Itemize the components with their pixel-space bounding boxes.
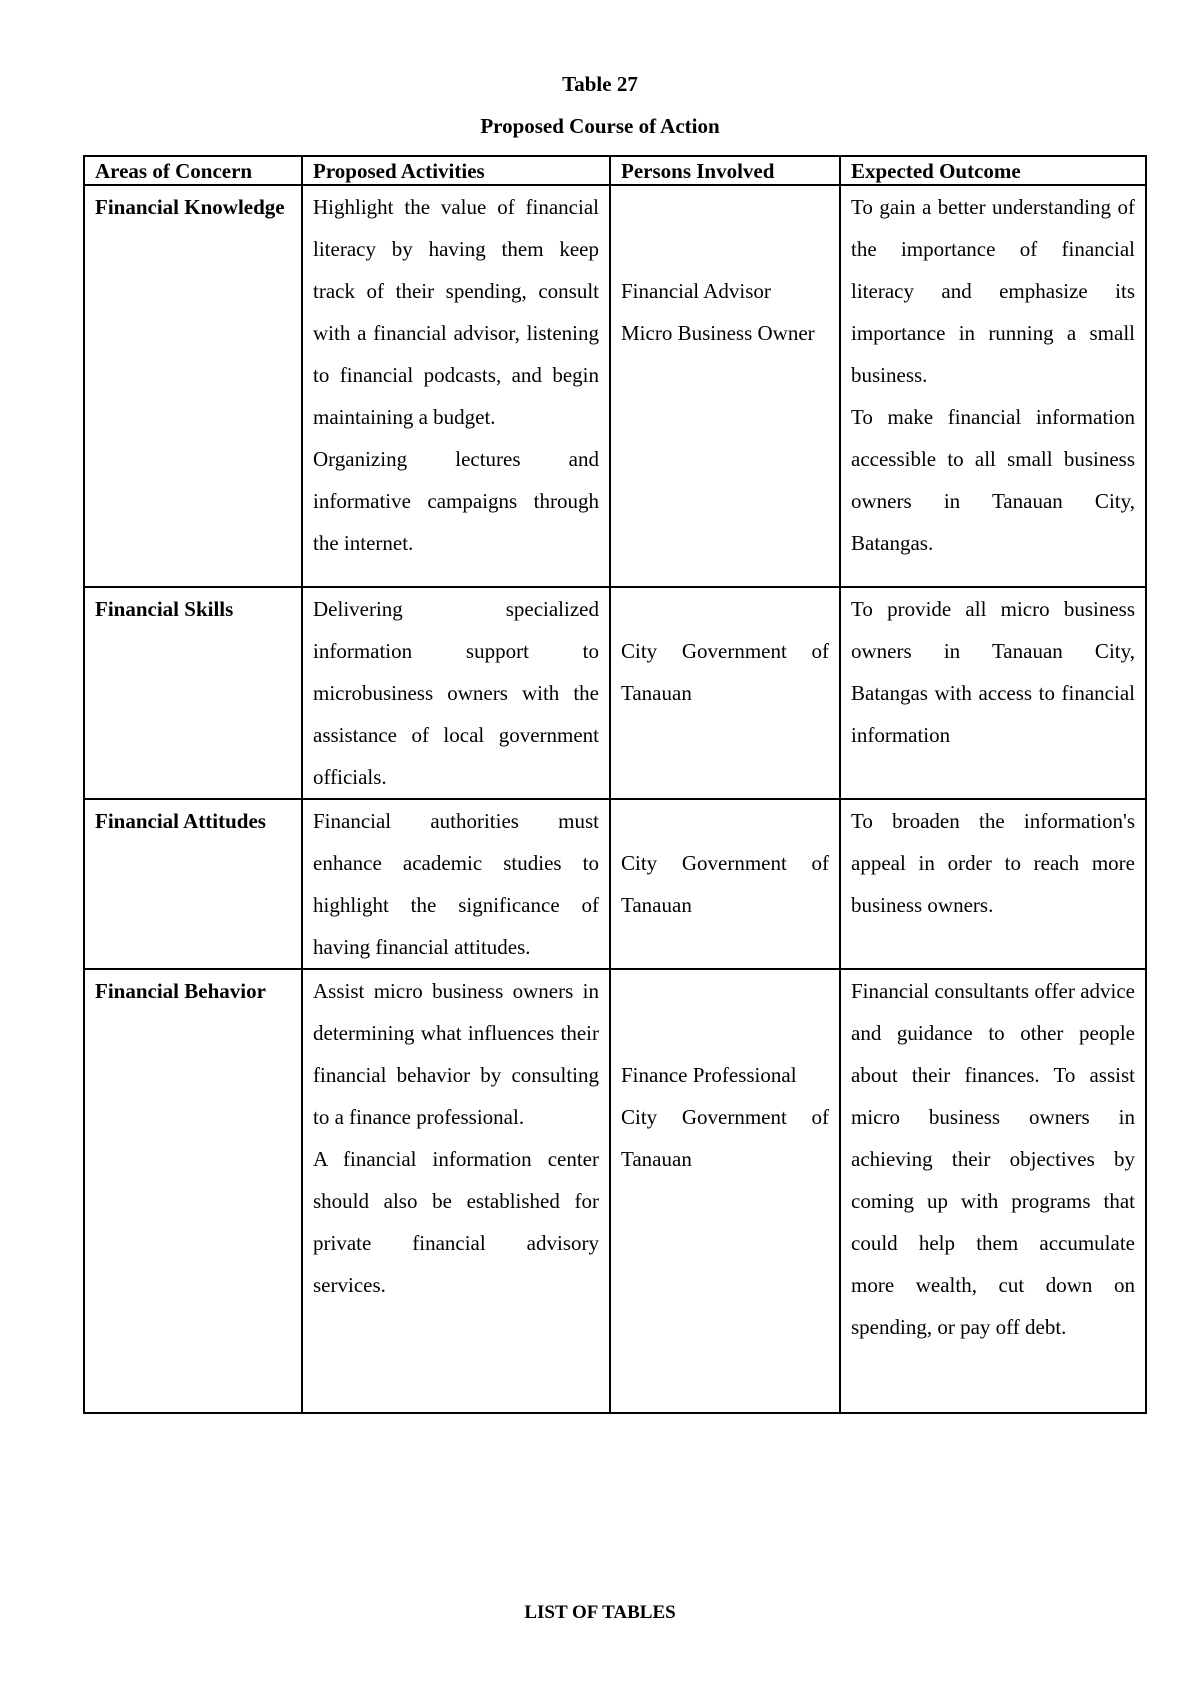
person-text: City Government of Tanauan — [621, 639, 829, 705]
person-text: Micro Business Owner — [621, 321, 815, 345]
table-row — [84, 969, 1146, 1413]
persons-cell — [610, 799, 840, 969]
outcome-text: Financial consultants offer advice and guidance to other people about their finances. To assist micro business owners in achieving their objectives by coming up with programs that could help them accumulate more wealth, cut down on spending, or pay off debt. — [851, 979, 1135, 1339]
outcome-text: To make financial information accessible to all small business owners in Tanauan City, Batangas. — [851, 405, 1135, 555]
column-header-outcome: Expected Outcome — [840, 156, 1146, 185]
outcome-cell — [840, 799, 1146, 969]
table-row — [84, 185, 1146, 587]
person-text: Finance Professional — [621, 1063, 797, 1087]
activity-text: Financial authorities must enhance academic studies to highlight the significance of having financial attitudes. — [313, 809, 599, 959]
column-header-activities: Proposed Activities — [302, 156, 610, 185]
area-cell: Financial Attitudes — [84, 799, 302, 969]
table-title: Proposed Course of Action — [480, 114, 720, 138]
page-footer: LIST OF TABLES — [524, 1602, 676, 1623]
table-number: Table 27 — [562, 72, 638, 96]
column-header-persons: Persons Involved — [610, 156, 840, 185]
column-header-areas: Areas of Concern — [84, 156, 302, 185]
area-cell: Financial Skills — [84, 587, 302, 799]
persons-cell — [610, 969, 840, 1413]
outcome-text: To broaden the information's appeal in order to reach more business owners. — [851, 809, 1135, 917]
course-of-action-table — [83, 155, 1147, 1414]
activity-text: Highlight the value of financial literacy by having them keep track of their spending, consult with a financial advisor, listening to financial podcasts, and begin maintaining a budget. — [313, 195, 599, 429]
person-text: City Government of Tanauan — [621, 851, 829, 917]
persons-cell — [610, 185, 840, 587]
activities-cell — [302, 587, 610, 799]
table-row — [84, 587, 1146, 799]
activities-cell — [302, 969, 610, 1413]
persons-cell — [610, 587, 840, 799]
activity-text: A financial information center should also be established for private financial advisory services. — [313, 1147, 599, 1297]
activities-cell — [302, 799, 610, 969]
activities-cell — [302, 185, 610, 587]
outcome-cell — [840, 969, 1146, 1413]
outcome-text: To gain a better understanding of the importance of financial literacy and emphasize its importance in running a small business. — [851, 195, 1135, 387]
outcome-text: To provide all micro business owners in Tanauan City, Batangas with access to financial information — [851, 597, 1135, 747]
person-text: City Government of Tanauan — [621, 1105, 829, 1171]
activity-text: Assist micro business owners in determining what influences their financial behavior by consulting to a finance professional. — [313, 979, 599, 1129]
activity-text: Delivering specialized information support to microbusiness owners with the assistance of local government officials. — [313, 597, 599, 789]
activity-text: Organizing lectures and informative campaigns through the internet. — [313, 447, 599, 555]
area-cell: Financial Knowledge — [84, 185, 302, 587]
area-cell: Financial Behavior — [84, 969, 302, 1413]
table-header-row — [84, 156, 1146, 185]
outcome-cell — [840, 587, 1146, 799]
outcome-cell — [840, 185, 1146, 587]
person-text: Financial Advisor — [621, 279, 771, 303]
table-row — [84, 799, 1146, 969]
